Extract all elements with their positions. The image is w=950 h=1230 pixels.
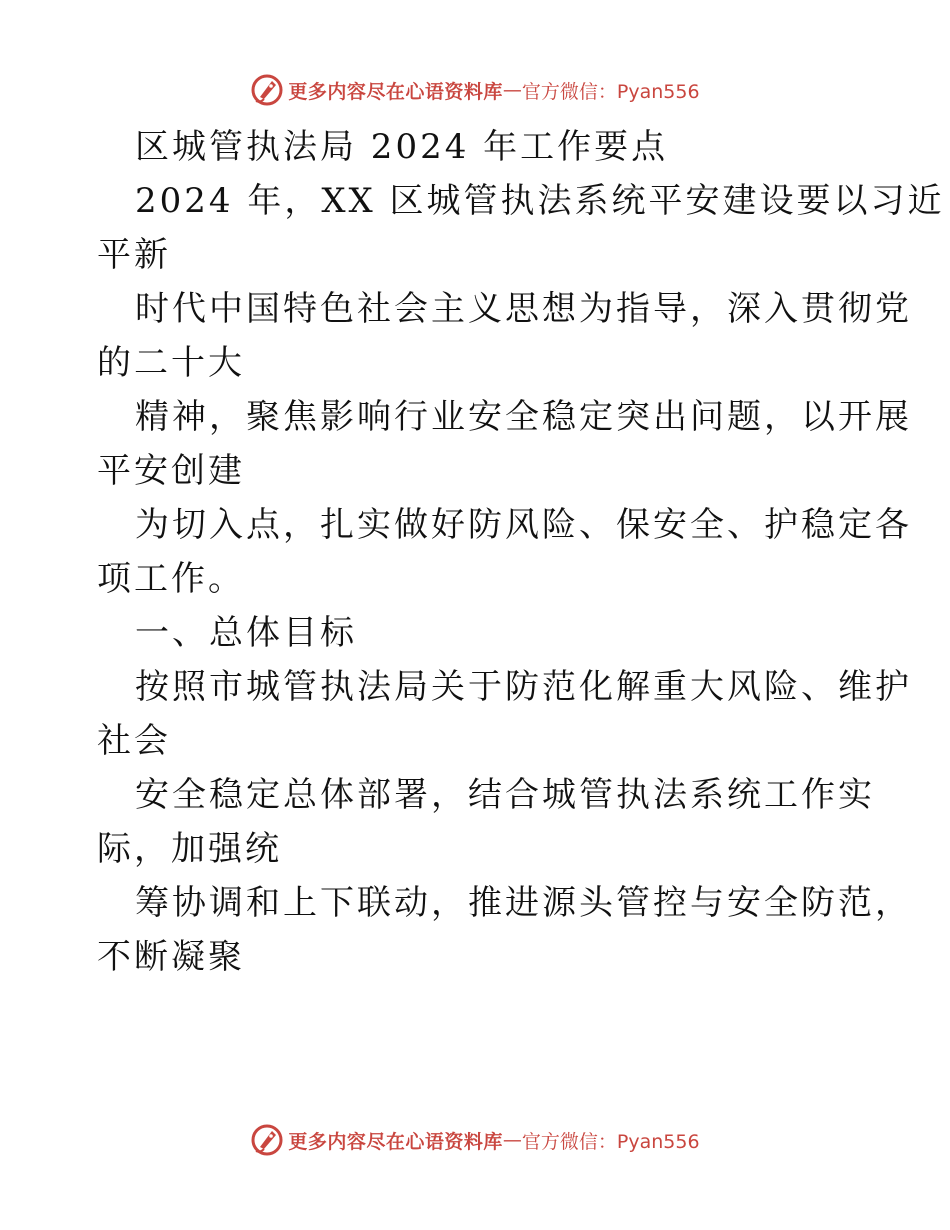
document-title: 区城管执法局 2024 年工作要点	[135, 127, 669, 167]
paragraph-line: 的二十大	[97, 343, 245, 383]
paragraph-line: 筹协调和上下联动，推进源头管控与安全防范，	[135, 883, 912, 923]
paragraph-line: 按照市城管执法局关于防范化解重大风险、维护	[135, 667, 912, 707]
paragraph-line: 精神，聚焦影响行业安全稳定突出问题，以开展	[135, 397, 912, 437]
paragraph-line: 项工作。	[97, 559, 245, 599]
banner-dash: —	[502, 79, 522, 101]
document-body	[97, 120, 945, 984]
paragraph-line: 际，加强统	[97, 829, 282, 869]
banner-main-text: 更多内容尽在心语资料库	[288, 1130, 503, 1153]
pen-nib-circle-icon	[250, 73, 284, 107]
paragraph-line: 安全稳定总体部署，结合城管执法系统工作实	[135, 775, 875, 815]
pen-nib-circle-icon	[250, 1123, 284, 1157]
paragraph-line: 时代中国特色社会主义思想为指导，深入贯彻党	[135, 289, 912, 329]
paragraph-line: 平新	[97, 235, 171, 275]
paragraph-line: 不断凝聚	[97, 937, 245, 977]
banner-dash: —	[502, 1129, 522, 1151]
paragraph-line: 社会	[97, 721, 171, 761]
paragraph-line: 2024 年，XX 区城管执法系统平安建设要以习近	[135, 181, 945, 221]
footer-watermark-banner	[0, 1120, 950, 1160]
banner-wechat-text: 官方微信：Pyan556	[521, 80, 700, 103]
paragraph-line: 平安创建	[97, 451, 245, 491]
paragraph-line: 为切入点，扎实做好防风险、保安全、护稳定各	[135, 505, 912, 545]
banner-wechat-text: 官方微信：Pyan556	[521, 1130, 700, 1153]
section-heading: 一、总体目标	[135, 613, 357, 653]
header-watermark-banner	[0, 70, 950, 110]
banner-main-text: 更多内容尽在心语资料库	[288, 80, 503, 103]
